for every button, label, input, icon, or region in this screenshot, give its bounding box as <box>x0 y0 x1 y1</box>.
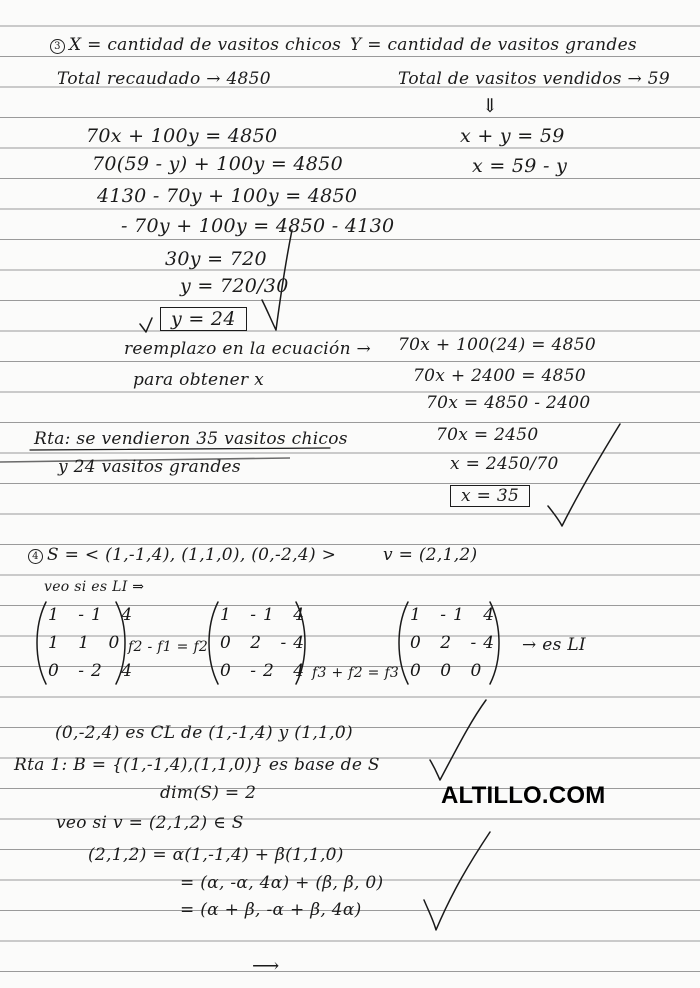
matrix-b-row: 0 -2 4 <box>220 661 312 681</box>
x-equation-4: 70x = 2450 <box>436 425 539 445</box>
matrix-b-row: 1 -1 4 <box>220 605 312 625</box>
matrix-c-row: 0 2 -4 <box>410 633 502 653</box>
linear-combination-note: (0,-2,4) es CL de (1,-1,4) y (1,1,0) <box>55 723 353 743</box>
problem3-definition-y: Y = cantidad de vasitos grandes <box>350 35 637 55</box>
row-operation-1: f2 - f1 = f2 <box>128 639 209 655</box>
veo-si-es-li: veo si es LI ⇒ <box>44 579 145 595</box>
problem-number-badge: 4 <box>28 549 43 564</box>
problem3-definition-x: 3 X = cantidad de vasitos chicos <box>50 36 341 54</box>
system-equation-1: x + y = 59 <box>460 125 565 147</box>
v-equation-3: = (α + β, -α + β, 4α) <box>180 900 362 920</box>
problem-number-badge: 3 <box>50 39 65 54</box>
answer-base: Rta 1: B = {(1,-1,4),(1,1,0)} es base de S <box>14 755 380 775</box>
total-vendidos: Total de vasitos vendidos → 59 <box>398 69 670 89</box>
bottom-arrow: ⟶ <box>252 955 280 977</box>
vector-v: v = (2,1,2) <box>383 545 478 565</box>
answer-line-1: Rta: se vendieron 35 vasitos chicos <box>34 429 348 449</box>
system-equation-2: x = 59 - y <box>472 155 568 177</box>
matrix-b <box>208 600 312 686</box>
problem4-set-s: 4 S = < (1,-1,4), (1,1,0), (0,-2,4) > <box>28 546 336 564</box>
result-x-boxed: x = 35 <box>450 487 530 505</box>
x-equation-3: 70x = 4850 - 2400 <box>426 393 591 413</box>
matrix-a <box>36 600 140 686</box>
equation-line-1: 70x + 100y = 4850 <box>86 125 278 147</box>
equation-line-5: 30y = 720 <box>165 248 267 270</box>
v-equation-2: = (α, -α, 4α) + (β, β, 0) <box>180 873 384 893</box>
para-obtener-text: para obtener x <box>133 370 265 390</box>
matrix-a-row: 0 -2 4 <box>48 661 140 681</box>
x-equation-2: 70x + 2400 = 4850 <box>413 366 586 386</box>
v-equation-1: (2,1,2) = α(1,-1,4) + β(1,1,0) <box>88 845 344 865</box>
matrix-a-row: 1 -1 4 <box>48 605 140 625</box>
matrix-c <box>398 600 502 686</box>
x-equation-1: 70x + 100(24) = 4850 <box>398 335 596 355</box>
equation-line-4: - 70y + 100y = 4850 - 4130 <box>121 215 395 237</box>
watermark-logo: ALTILLO.COM <box>441 782 606 809</box>
veo-si-v-pertenece: veo si v = (2,1,2) ∈ S <box>56 813 244 833</box>
matrix-c-row: 1 -1 4 <box>410 605 502 625</box>
total-recaudado: Total recaudado → 4850 <box>57 69 271 89</box>
row-operation-2: f3 + f2 = f3 <box>312 665 400 681</box>
x-equation-5: x = 2450/70 <box>450 454 559 474</box>
equation-line-3: 4130 - 70y + 100y = 4850 <box>97 185 358 207</box>
es-li-conclusion: → es LI <box>522 635 586 655</box>
reemplazo-text: reemplazo en la ecuación → <box>124 339 372 359</box>
equation-line-2: 70(59 - y) + 100y = 4850 <box>92 153 343 175</box>
dimension: dim(S) = 2 <box>160 783 257 803</box>
result-y-boxed: y = 24 <box>160 310 247 328</box>
matrix-c-row: 0 0 0 <box>410 661 489 681</box>
answer-line-2: y 24 vasitos grandes <box>58 457 241 477</box>
matrix-a-row: 1 1 0 <box>48 633 127 653</box>
implies-down-arrow: ⇓ <box>482 95 499 117</box>
equation-line-6: y = 720/30 <box>180 275 289 297</box>
matrix-b-row: 0 2 -4 <box>220 633 312 653</box>
